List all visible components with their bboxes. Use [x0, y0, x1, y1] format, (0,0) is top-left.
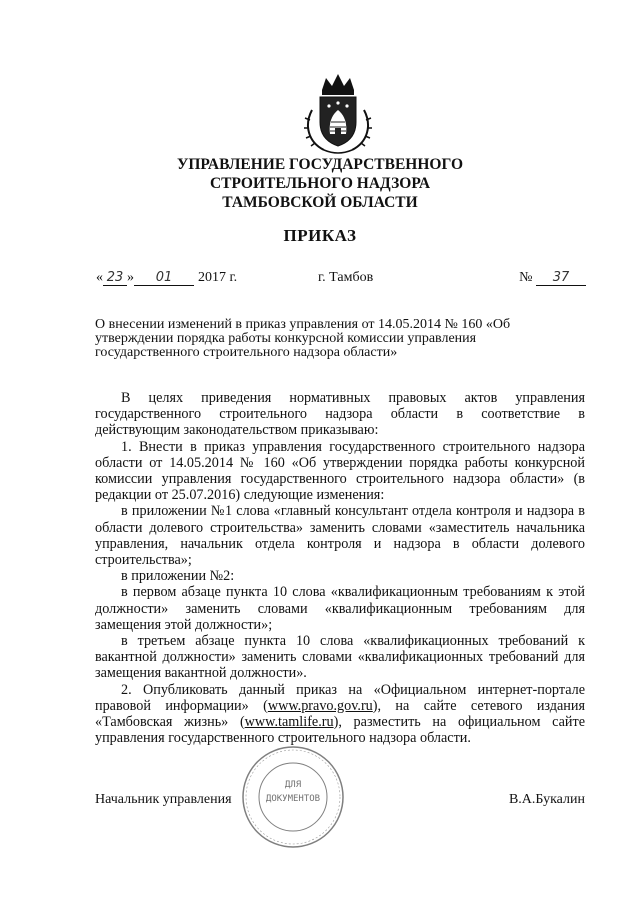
body-paragraph-appendix-2: в приложении №2:: [121, 568, 235, 585]
date-month-handwritten: 01: [134, 270, 194, 286]
date-number-line: [96, 270, 586, 290]
body-paragraph-preamble: В целях приведения нормативных правовых актов управления государственного строительного надзора области в соответствие в действующим законодательством приказываю:: [95, 390, 585, 439]
date-quote-open: «: [96, 270, 103, 285]
publish-text-a: 2. Опубликовать данный приказ на «Официальном интернет-портале правовой информации» (: [95, 681, 585, 714]
org-name-line-1: УПРАВЛЕНИЕ ГОСУДАРСТВЕННОГО: [176, 156, 464, 173]
body-paragraph-item-2: [95, 682, 585, 747]
order-body: [95, 390, 585, 746]
body-paragraph-first-abzac: в первом абзаце пункта 10 слова «квалификационным требованиям к этой должности» заменить словами «квалификационным требованиям для замещения этой должности»;: [95, 584, 585, 633]
org-name-line-2: СТРОИТЕЛЬНОГО НАДЗОРА: [209, 175, 431, 192]
number-handwritten: 37: [536, 270, 586, 286]
link-pravo-gov[interactable]: www.pravo.gov.ru: [267, 697, 373, 714]
publish-text-c: ), разместить на официальном сайте управления государственного строительного надзора области.: [95, 714, 585, 747]
signatory-position: Начальник управления: [95, 792, 232, 807]
publish-text-b: ), на сайте сетевого издания «Тамбовская жизнь» (: [95, 697, 585, 731]
order-date: [96, 270, 237, 286]
signatory-name: В.А.Букалин: [508, 792, 585, 807]
stamp-line-1: ДЛЯ: [284, 780, 302, 790]
body-paragraph-appendix-1: в приложении №1 слова «главный консультант отдела контроля и надзора в области долевого строительства» заменить словами «заместитель начальника управления, начальник отдела контроля и надзора в области долевого строительства»;: [95, 503, 585, 569]
order-subject: О внесении изменений в приказ управления от 14.05.2014 № 160 «Об утверждении порядка работы конкурсной комиссии управления государственного строительного надзора области»: [95, 317, 511, 360]
document-type-title: ПРИКАЗ: [283, 226, 357, 245]
link-tamlife[interactable]: www.tamlife.ru: [244, 714, 334, 731]
date-quote-close: »: [127, 270, 134, 285]
org-name-line-3: ТАМБОВСКОЙ ОБЛАСТИ: [222, 194, 418, 211]
coat-of-arms-icon: [298, 70, 378, 158]
date-year: 2017 г.: [198, 270, 238, 285]
stamp-line-2: ДОКУМЕНТОВ: [265, 794, 321, 804]
body-paragraph-third-abzac: в третьем абзаце пункта 10 слова «квалификационных требований к вакантной должности» заменить словами «квалификационных требований для замещения вакантной должности».: [95, 633, 585, 682]
city-name: г. Тамбов: [318, 270, 374, 285]
number-label: №: [519, 270, 533, 285]
order-number: [519, 270, 586, 286]
body-paragraph-item-1: 1. Внести в приказ управления государственного строительного надзора области от 14.05.2014 № 160 «Об утверждении порядка работы конкурсной комиссии управления государственного строительного надзора области» (в редакции от 25.07.2016) следующие изменения:: [95, 438, 585, 504]
date-day-handwritten: 23: [103, 270, 127, 286]
stamp-text: [238, 742, 348, 852]
